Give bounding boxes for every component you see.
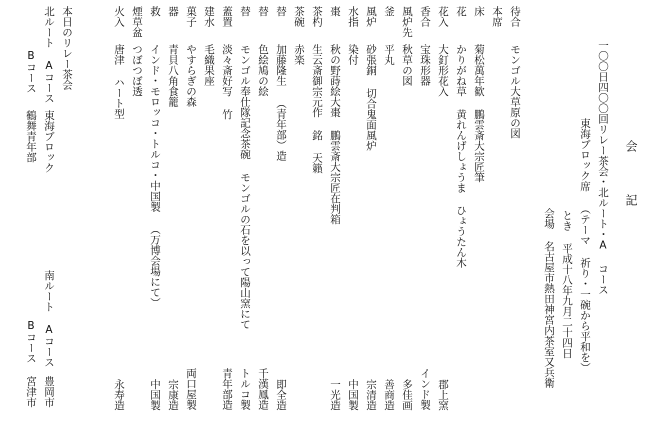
relay-north-b-text: Bコース xyxy=(25,50,37,94)
item-label: 菓子 xyxy=(185,6,197,27)
item-description: 淡々斎好写 xyxy=(221,44,233,97)
item-maker: 宗康造 xyxy=(167,378,179,410)
host-theme-text: 東海ブロック席 （テーマ 祈り・一碗から平和を） xyxy=(579,118,591,373)
item-label: 替 xyxy=(275,6,287,17)
item-description-extra: ハート型 xyxy=(113,77,125,119)
item-maker: 善商造 xyxy=(383,378,395,410)
item-maker: インド製 xyxy=(419,368,431,410)
item-label: 替 xyxy=(257,6,269,17)
item-description: 色絵鳩の絵 xyxy=(257,44,269,97)
item-label: 風炉 xyxy=(365,6,377,27)
item-maker: 永寿造 xyxy=(113,378,125,410)
item-maker: 両口屋製 xyxy=(185,368,197,410)
item-label: 本席 xyxy=(491,6,503,27)
item-description: つぼつぼ透 xyxy=(131,44,143,97)
item-label: 香合 xyxy=(419,6,431,27)
item-label: 花 xyxy=(455,6,467,17)
item-maker: 宗清造 xyxy=(365,378,377,410)
item-label: 替 xyxy=(239,6,251,17)
relay-title-text: 本日のリレー茶会 xyxy=(61,6,73,90)
item-label: 煙草盆 xyxy=(131,6,143,38)
item-description: モンゴル奉仕隊記念茶碗 xyxy=(239,44,251,160)
item-description: 大釘形花入 xyxy=(437,44,449,97)
item-description: 毛織果座 xyxy=(203,44,215,86)
event-date-text: とき 平成十八年九月二十四日 xyxy=(561,210,573,359)
item-maker: 郡上窯 xyxy=(437,378,449,410)
item-description-extra: 鵬雲斎大宗匠在判箱 xyxy=(329,129,341,224)
item-maker: 千漢鳳造 xyxy=(257,368,269,410)
item-label: 水指 xyxy=(347,6,359,27)
item-description: 加藤隆生 xyxy=(275,44,287,86)
item-description: かりがね草 xyxy=(455,44,467,97)
item-description: 赤楽 xyxy=(293,44,305,65)
relay-south-b-host: 宮津市 xyxy=(25,376,37,408)
item-description: 秋草の図 xyxy=(401,44,413,86)
document-title xyxy=(624,140,637,220)
item-description-extra: 黄れんげしょうま ひょうたん木 xyxy=(455,108,467,268)
item-maker: 即全造 xyxy=(275,378,287,410)
item-maker: 中国製 xyxy=(149,378,161,410)
item-description: 染付 xyxy=(347,44,359,65)
document-title-text: 会 記 xyxy=(624,140,638,220)
item-description-extra: 鵬雲斎大宗匠筆 xyxy=(473,108,485,182)
item-label: 茶碗 xyxy=(293,6,305,27)
relay-south-a-host: 豊岡市 xyxy=(43,376,55,408)
item-description-extra: モンゴルの石を以って陽山窯にて xyxy=(239,171,251,329)
item-maker: 中国製 xyxy=(347,378,359,410)
item-label: 棗 xyxy=(329,6,341,17)
item-description: やすらぎの森 xyxy=(185,44,197,107)
item-description: 秋の野蒔絵大棗 xyxy=(329,44,341,118)
item-description: 青貝八角食籠 xyxy=(167,44,179,107)
item-description-extra: 銘 天籟 xyxy=(311,129,323,173)
item-label: 釜 xyxy=(383,6,395,17)
item-label: 救 xyxy=(149,6,161,17)
item-description-extra: （青年部）造 xyxy=(275,98,287,161)
item-description: 唐津 xyxy=(113,44,125,65)
relay-north-b-host: 鶴舞青年部 xyxy=(25,110,37,163)
item-description: 砂張銅 xyxy=(365,44,377,76)
item-maker: 青年部造 xyxy=(221,368,233,410)
item-maker: 多佳画 xyxy=(401,378,413,410)
item-label: 火入 xyxy=(113,6,125,27)
item-description: インド・モロッコ・トルコ・中国製 xyxy=(149,44,161,212)
event-venue-text: 会場 名古屋市熱田神宮内茶室又兵衛 xyxy=(543,208,555,388)
item-description: 平丸 xyxy=(383,44,395,65)
item-label: 器 xyxy=(167,6,179,17)
item-description: モンゴル大草原の図 xyxy=(509,44,521,139)
heading-text: 一〇〇日四〇〇回リレー茶会・北ルート・A コース xyxy=(597,40,609,295)
relay-north-a-text: 北ルート Aコース xyxy=(43,6,55,104)
item-label: 風炉先 xyxy=(401,6,413,38)
item-maker: 一光造 xyxy=(329,378,341,410)
relay-south-a-text: 南ルート Aコース xyxy=(43,270,55,368)
item-description-extra: 竹 xyxy=(221,108,233,119)
item-label: 蓋置 xyxy=(221,6,233,27)
item-label: 建水 xyxy=(203,6,215,27)
item-description: 宝珠形器 xyxy=(419,44,431,86)
item-description: 生云斎御宗元作 xyxy=(311,44,323,118)
item-description-extra: 切合鬼面風炉 xyxy=(365,87,377,151)
item-description-extra: （万博会場にて） xyxy=(149,224,161,308)
relay-south-b-text: Bコース xyxy=(25,320,37,364)
item-label: 待合 xyxy=(509,6,521,27)
item-maker: トルコ製 xyxy=(239,368,251,410)
relay-north-a-host: 東海ブロック xyxy=(43,110,55,173)
item-description: 菊松萬年歓 xyxy=(473,44,485,97)
item-label: 茶杓 xyxy=(311,6,323,27)
item-label: 床 xyxy=(473,6,485,17)
item-label: 花入 xyxy=(437,6,449,27)
